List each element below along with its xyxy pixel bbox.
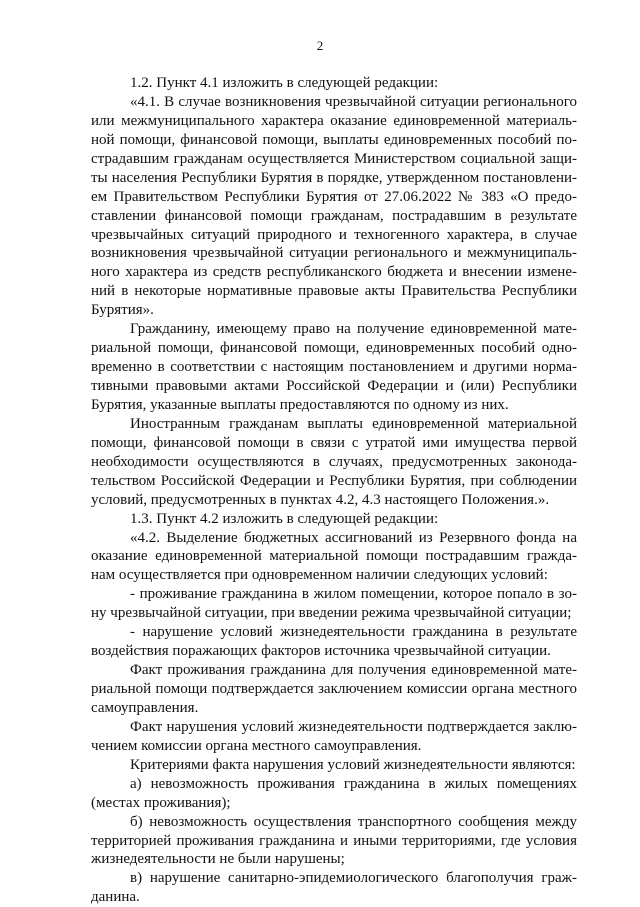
paragraph bbox=[91, 623, 577, 661]
text-line: тивными правовыми актами Российской Федерации и (или) Республики bbox=[91, 378, 577, 394]
text-line: воздействия поражающих факторов источника чрезвычайной ситуации. bbox=[91, 643, 551, 660]
text-line: временно в соответствии с настоящим постановлением и другими норма- bbox=[91, 359, 577, 376]
text-line: жизнедеятельности не были нарушены; bbox=[91, 851, 345, 868]
paragraph bbox=[91, 813, 577, 870]
text-line: а) невозможность проживания гражданина в жилых помещениях bbox=[130, 775, 577, 792]
paragraph bbox=[91, 775, 577, 813]
text-line: б) невозможность осуществления транспортного сообщения между bbox=[130, 813, 577, 830]
document-body bbox=[91, 74, 577, 907]
text-line: оказание единовременной материальной помощи пострадавшим гражда- bbox=[91, 548, 577, 565]
text-line: «4.2. Выделение бюджетных ассигнований из Резервного фонда на bbox=[130, 529, 577, 546]
paragraph bbox=[91, 320, 577, 415]
paragraph bbox=[91, 510, 577, 529]
text-line: «4.1. В случае возникновения чрезвычайной ситуации регионального bbox=[130, 93, 577, 110]
text-line: ем Правительством Республики Бурятия от 27.06.2022 № 383 «О предо- bbox=[91, 188, 577, 205]
text-line: ты населения Республики Бурятия в порядке, утвержденном постановлени- bbox=[91, 169, 577, 186]
text-line: ставлении финансовой помощи гражданам, пострадавшим в результате bbox=[91, 207, 577, 224]
paragraph bbox=[91, 529, 577, 586]
text-line: риальной помощи, финансовой помощи, единовременных пособий одно- bbox=[91, 340, 577, 357]
text-line: нам осуществляется при одновременном наличии следующих условий: bbox=[91, 567, 548, 584]
text-line: чрезвычайных ситуаций природного и техногенного характера, в случае bbox=[91, 226, 577, 243]
text-line: Факт нарушения условий жизнедеятельности подтверждается заклю- bbox=[130, 718, 577, 735]
text-line: - нарушение условий жизнедеятельности гражданина в результате bbox=[130, 624, 577, 641]
text-line: Бурятия, указанные выплаты предоставляются по одному из них. bbox=[91, 396, 509, 413]
text-line: ной помощи, финансовой помощи, выплаты единовременных пособий по- bbox=[91, 131, 577, 148]
text-line: территорией проживания гражданина и иными территориями, где условия bbox=[91, 832, 577, 849]
text-line: риальной помощи подтверждается заключением комиссии органа местного bbox=[91, 681, 577, 697]
paragraph bbox=[91, 869, 577, 907]
text-line: чением комиссии органа местного самоуправления. bbox=[91, 737, 422, 754]
text-line: тельством Российской Федерации и Республики Бурятия, при соблюдении bbox=[91, 472, 577, 489]
text-line: Иностранным гражданам выплаты единовременной материальной bbox=[130, 415, 577, 432]
text-line: необходимости осуществляются в случаях, предусмотренных законода- bbox=[91, 453, 577, 470]
text-line: Бурятия». bbox=[91, 302, 154, 319]
paragraph bbox=[91, 74, 577, 93]
text-line: Гражданину, имеющему право на получение единовременной мате- bbox=[130, 321, 577, 338]
text-line: - проживание гражданина в жилом помещении, которое попало в зо- bbox=[130, 586, 577, 603]
page-number: 2 bbox=[316, 38, 324, 53]
text-line: ного характера из средств республиканского бюджета и внесении измене- bbox=[91, 264, 577, 281]
paragraph bbox=[91, 585, 577, 623]
text-line: данина. bbox=[91, 889, 140, 906]
paragraph bbox=[91, 661, 577, 718]
text-line: ну чрезвычайной ситуации, при введении режима чрезвычайной ситуации; bbox=[91, 605, 572, 622]
text-line: 1.2. Пункт 4.1 изложить в следующей редакции: bbox=[130, 75, 439, 91]
text-line: самоуправления. bbox=[91, 699, 199, 716]
paragraph bbox=[91, 718, 577, 756]
text-line: возникновения чрезвычайной ситуации регионального и межмуниципаль- bbox=[91, 245, 577, 262]
paragraph bbox=[91, 415, 577, 510]
text-line: ний в некоторые нормативные правовые акты Правительства Республики bbox=[91, 283, 577, 300]
text-line: помощи, финансовой помощи в связи с утратой ими имущества первой bbox=[91, 434, 577, 451]
text-line: или межмуниципального характера оказание единовременной материаль- bbox=[91, 112, 577, 129]
text-line: в) нарушение санитарно-эпидемиологического благополучия граж- bbox=[130, 870, 577, 887]
text-line: Факт проживания гражданина для получения единовременной мате- bbox=[130, 662, 577, 679]
text-line: Критериями факта нарушения условий жизнедеятельности являются: bbox=[130, 756, 576, 773]
text-line: (местах проживания); bbox=[91, 794, 231, 811]
text-line: страдавшим гражданам осуществляется Министерством социальной защи- bbox=[91, 150, 577, 167]
paragraph bbox=[91, 93, 577, 320]
text-line: условий, предусмотренных в пунктах 4.2, 4.3 настоящего Положения.». bbox=[91, 491, 550, 508]
text-line: 1.3. Пункт 4.2 изложить в следующей редакции: bbox=[130, 510, 439, 527]
paragraph bbox=[91, 756, 577, 775]
